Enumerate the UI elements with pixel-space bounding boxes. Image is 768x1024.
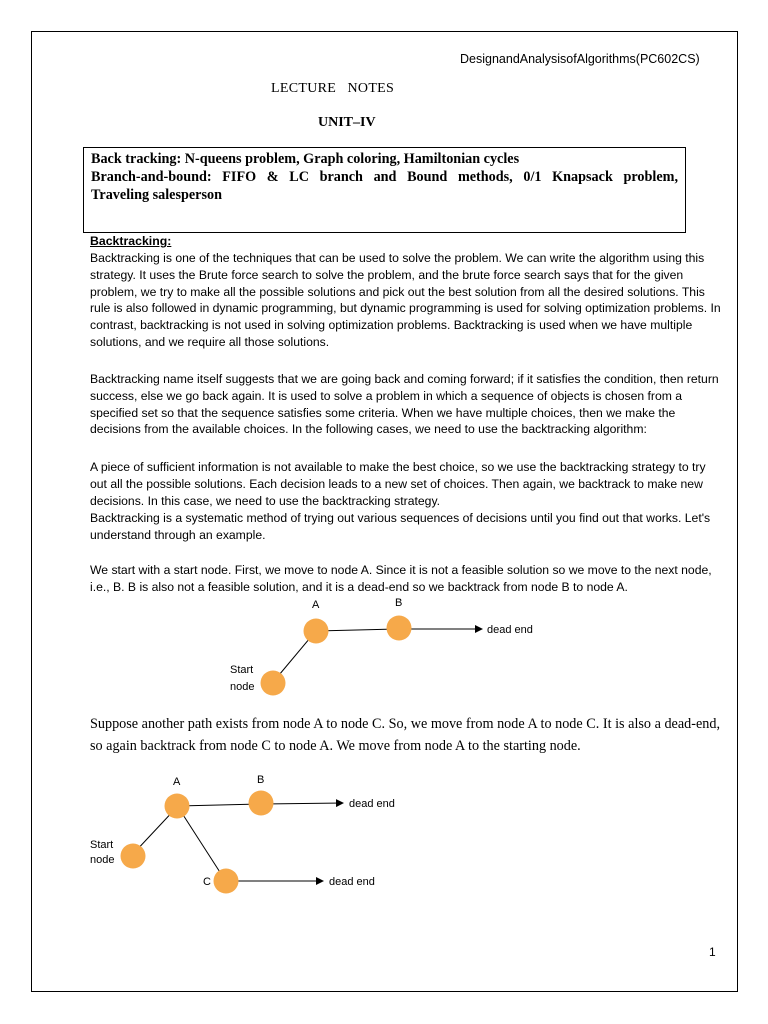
node-b <box>249 791 274 816</box>
diagram-second-path <box>85 772 405 902</box>
paragraph-when-to-use: A piece of sufficient information is not available to make the best choice, so we use the backtracking strategy to try out all the possible solutions. Each decision leads to a new set of choices. Then again, we backtrack to make new decisions. In this case, we need to use the backtracking strategy. <box>90 460 706 508</box>
label-start-line2: node <box>230 681 255 693</box>
label-dead-end-c: dead end <box>329 876 375 888</box>
edge-b-to-dead-end <box>263 803 343 804</box>
edge-a-to-b <box>178 804 261 806</box>
label-start-line1: Start <box>230 664 254 676</box>
page-number: 1 <box>709 945 716 959</box>
node-b <box>387 616 412 641</box>
node-start <box>261 671 286 696</box>
label-dead-end: dead end <box>487 624 533 636</box>
lecture-title: LECTURE NOTES <box>271 81 395 96</box>
paragraph-name-meaning: Backtracking name itself suggests that we are going back and coming forward; if it satisfies the condition, then return success, else we go back again. It is used to solve a problem in which a sequence of objects is chosen from a specified set so that the sequence satisfies some criteria. When we have multiple choices, then we make the decisions from the available choices. In the following cases, we need to use the backtracking algorithm: <box>90 372 719 437</box>
topics-backtracking: Back tracking: N-queens problem, Graph coloring, Hamiltonian cycles <box>91 151 520 167</box>
edge-a-to-c <box>178 807 225 880</box>
topics-traveling-salesperson: Traveling salesperson <box>91 187 222 203</box>
node-start <box>121 844 146 869</box>
course-header: DesignandAnalysisofAlgorithms(PC602CS) <box>460 52 700 66</box>
label-node-b: B <box>257 774 265 786</box>
section-heading: Backtracking: <box>90 234 172 248</box>
diagram-first-path <box>220 592 540 702</box>
label-node-c: C <box>203 876 211 888</box>
label-node-a: A <box>312 599 320 611</box>
paragraph-intro: Backtracking is one of the techniques that can be used to solve the problem. We can write the algorithm using this strategy. It uses the Brute force search to solve the problem, and the brute force search says that for the given problem, we try to make all the possible solutions and pick out the best solution from all the desired solutions. This rule is also followed in dynamic programming, but dynamic programming is used for solving optimization problems. In contrast, backtracking is not used in solving optimization problems. Backtracking is used when we have multiple solutions, and we require all those solutions. <box>90 251 721 349</box>
node-c <box>214 869 239 894</box>
label-node-b: B <box>395 597 403 609</box>
unit-title: UNIT–IV <box>318 115 376 130</box>
paragraph-systematic-method: Backtracking is a systematic method of trying out various sequences of decisions until you find out that works. Let's understand through an example. <box>90 511 711 542</box>
label-start-line2: node <box>90 854 115 866</box>
topics-branch-and-bound: Branch-and-bound: FIFO & LC branch and Bound methods, 0/1 Knapsack problem, <box>91 169 678 185</box>
paragraph-another-path: Suppose another path exists from node A to node C. So, we move from node A to node C. It is also a dead-end, so again backtrack from node C to node A. We move from node A to the starting node. <box>90 716 720 754</box>
label-dead-end-b: dead end <box>349 798 395 810</box>
paragraph-example-start: We start with a start node. First, we move to node A. Since it is not a feasible solution so we move to the next node, i.e., B. B is also not a feasible solution, and it is a dead-end so we backtrack from node B to node A. <box>90 563 712 594</box>
label-start-line1: Start <box>90 839 114 851</box>
node-a <box>304 619 329 644</box>
label-node-a: A <box>173 776 181 788</box>
topics-box <box>83 147 686 233</box>
node-a <box>165 794 190 819</box>
